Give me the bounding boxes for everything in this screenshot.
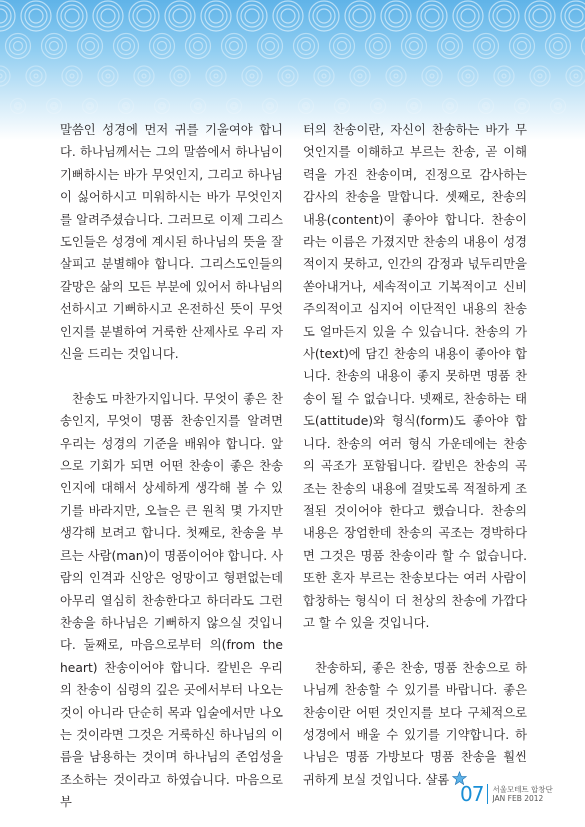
bubble-ring	[354, 70, 366, 82]
bubble-ring	[70, 74, 74, 78]
org-name: 서울모테트 합창단	[492, 785, 553, 794]
bubble-ring	[482, 42, 491, 51]
bubble-ring	[122, 42, 131, 51]
bubble-ring	[550, 38, 567, 55]
bubble-ring	[520, 104, 524, 108]
bubble-ring	[425, 9, 439, 23]
bubble-ring	[556, 104, 560, 108]
bubble-ring	[386, 66, 406, 86]
bubble-ring	[25, 5, 47, 27]
bubble-ring	[565, 5, 585, 27]
bubble-ring	[50, 42, 59, 51]
bubble-ring	[245, 9, 259, 23]
bubble-ring	[0, 74, 2, 78]
publication-info	[492, 785, 552, 803]
bubble-ring	[242, 66, 262, 86]
bubble-ring	[281, 9, 295, 23]
bubble-ring	[340, 104, 344, 108]
bubble-ring	[134, 66, 154, 86]
bubble-ring	[66, 70, 78, 82]
bubble-ring	[412, 104, 416, 108]
bubble-ring	[106, 74, 110, 78]
bubble-ring	[374, 42, 383, 51]
bubble-ring	[448, 104, 452, 108]
bubble-ring	[86, 42, 95, 51]
bubble-ring	[534, 70, 546, 82]
bubble-ring	[142, 74, 146, 78]
page-number: 07	[460, 782, 484, 806]
bubble-ring	[214, 74, 218, 78]
bubble-ring	[338, 42, 347, 51]
bubble-ring	[286, 74, 290, 78]
page-footer	[460, 782, 553, 806]
bubble-ring	[533, 9, 547, 23]
bubble-ring	[263, 99, 278, 114]
bubble-ring	[196, 104, 200, 108]
bubble-ring	[358, 74, 362, 78]
bubble-ring	[191, 99, 206, 114]
bubble-ring	[83, 99, 98, 114]
bubble-ring	[334, 38, 351, 55]
bubble-ring	[484, 104, 488, 108]
bubble-ring	[174, 70, 186, 82]
bubble-ring	[241, 5, 263, 27]
bubble-ring	[462, 70, 474, 82]
bubble-ring	[370, 38, 387, 55]
bubble-ring	[61, 5, 83, 27]
bubble-ring	[210, 70, 222, 82]
bubble-ring	[30, 70, 42, 82]
bubble-ring	[582, 34, 585, 59]
bubble-ring	[278, 66, 298, 86]
bubble-ring	[102, 70, 114, 82]
bubble-ring	[554, 42, 563, 51]
bubble-ring	[493, 5, 515, 27]
bubble-ring	[322, 74, 326, 78]
bubble-ring	[298, 38, 315, 55]
bubble-ring	[173, 9, 187, 23]
bubble-ring	[227, 99, 242, 114]
bubble-ring	[118, 38, 135, 55]
bubble-ring	[11, 99, 26, 114]
bubble-ring	[407, 99, 422, 114]
bubble-ring	[479, 99, 494, 114]
bubble-ring	[124, 104, 128, 108]
bubble-ring	[266, 42, 275, 51]
bubble-ring	[26, 66, 46, 86]
bubble-ring	[101, 9, 115, 23]
bubble-ring	[421, 5, 443, 27]
bubble-ring	[426, 70, 438, 82]
bubble-ring	[194, 42, 203, 51]
bubble-ring	[158, 42, 167, 51]
bubble-ring	[205, 5, 227, 27]
bubble-ring	[502, 74, 506, 78]
bubble-ring	[46, 38, 63, 55]
bubble-ring	[14, 42, 23, 51]
bubble-ring	[394, 74, 398, 78]
bubble-ring	[10, 38, 27, 55]
bubble-ring	[65, 9, 79, 23]
bubble-ring	[62, 66, 82, 86]
bubble-ring	[29, 9, 43, 23]
article-column-right	[303, 119, 527, 791]
paragraph	[303, 657, 527, 791]
bubble-ring	[304, 104, 308, 108]
bubble-ring	[34, 74, 38, 78]
bubble-ring	[133, 5, 155, 27]
issue-date: JAN FEB 2012	[492, 794, 544, 803]
bubble-ring	[569, 9, 583, 23]
bubble-ring	[406, 38, 423, 55]
bubble-ring	[178, 74, 182, 78]
bubble-ring	[430, 74, 434, 78]
bubble-ring	[154, 38, 171, 55]
bubble-ring	[349, 5, 371, 27]
bubble-ring	[530, 66, 550, 86]
bubble-ring	[389, 9, 403, 23]
bubble-ring	[422, 66, 442, 86]
bubble-ring	[52, 104, 56, 108]
bubble-ring	[246, 70, 258, 82]
bubble-ring	[138, 70, 150, 82]
bubble-ring	[497, 9, 511, 23]
bubble-ring	[299, 99, 314, 114]
bubble-ring	[443, 99, 458, 114]
bubble-ring	[442, 38, 459, 55]
bubble-ring	[230, 42, 239, 51]
bubble-ring	[137, 9, 151, 23]
bubble-ring	[313, 5, 335, 27]
paragraph: 터의 찬송이란, 자신이 찬송하는 바가 무엇인지를 이해하고 부르는 찬송, 곧 이해력을 가진 찬송이며, 진정으로 감사하는 감사의 찬송을 말합니다. 셋째로, 찬송의 내용(content)이 좋아야 합니다. 찬송이라는 이름은 가졌지만 찬송의 내용이 성경적이지 못하고, 인간의 감정과 넋두리만을 쏟아내거나, 세속적이고 기복적이고 신비주의적이고 심지어 이단적인 내용의 찬송도 얼마든지 있을 수 있습니다. 찬송의 가사(text)에 담긴 찬송의 내용이 좋아야 합니다. 찬송의 내용이 좋지 못하면 명품 찬송이 될 수 없습니다. 넷째로, 찬송하는 태도(attitude)와 형식(form)도 좋아야 합니다. 찬송의 여러 형식 가운데에는 찬송의 곡조가 포함됩니다. 칼빈은 찬송의 곡조는 찬송의 내용에 걸맞도록 적절하게 조절된 것이어야 한다고 했습니다. 찬송의 내용은 장엄한데 찬송의 곡조는 경박하다면 그것은 명품 찬송이라 할 수 없습니다. 또한 혼자 부르는 찬송보다는 여러 사람이 합창하는 형식이 더 천상의 찬송에 가깝다고 할 수 있을 것입니다.	[303, 123, 527, 630]
bubble-ring	[155, 99, 170, 114]
bubble-ring	[206, 66, 226, 86]
bubble-ring	[371, 99, 386, 114]
bubble-ring	[498, 70, 510, 82]
bubble-ring	[494, 66, 514, 86]
bubble-ring	[551, 99, 566, 114]
bubble-ring	[461, 9, 475, 23]
bubble-ring	[570, 70, 582, 82]
bubble-ring	[514, 38, 531, 55]
bubble-ring	[250, 74, 254, 78]
bubble-ring	[478, 38, 495, 55]
bubble-ring	[410, 42, 419, 51]
bubble-ring	[169, 5, 191, 27]
bubble-ring	[232, 104, 236, 108]
bubble-ring	[268, 104, 272, 108]
bubble-ring	[262, 38, 279, 55]
paragraph-text: 찬송하되, 좋은 찬송, 명품 찬송으로 하나님께 찬송할 수 있기를 바랍니다. 좋은 찬송이란 어떤 것인지를 보다 구체적으로 성경에서 배울 수 있기를 기약합니다. 하나님은 명품 가방보다 명품 찬송을 훨씬 귀하게 보실 것입니다. 샬롬	[303, 660, 527, 787]
bubble-ring	[98, 66, 118, 86]
bubble-ring	[47, 99, 62, 114]
bubble-ring	[209, 9, 223, 23]
bubble-ring	[88, 104, 92, 108]
bubble-ring	[282, 70, 294, 82]
bubble-ring	[529, 5, 551, 27]
footer-divider	[487, 784, 488, 804]
bubble-ring	[446, 42, 455, 51]
bubble-ring	[119, 99, 134, 114]
article-column-left	[60, 119, 283, 814]
bubble-ring	[0, 5, 11, 27]
bubble-ring	[170, 66, 190, 86]
bubble-ring	[466, 74, 470, 78]
bubble-ring	[538, 74, 542, 78]
bubble-ring	[314, 66, 334, 86]
bubble-ring	[350, 66, 370, 86]
bubble-ring	[574, 74, 578, 78]
bubble-ring	[16, 104, 20, 108]
bubble-ring	[226, 38, 243, 55]
bubble-ring	[302, 42, 311, 51]
bubble-ring	[353, 9, 367, 23]
bubble-ring	[317, 9, 331, 23]
bubble-ring	[385, 5, 407, 27]
bubble-ring	[190, 38, 207, 55]
bubble-ring	[0, 9, 7, 23]
bubble-ring	[277, 5, 299, 27]
paragraph: 찬송도 마찬가지입니다. 무엇이 좋은 찬송인지, 무엇이 명품 찬송인지를 알려면 우리는 성경의 기준을 배워야 합니다. 앞으로 기회가 되면 어떤 찬송이 좋은 찬송인지에 대해서 상세하게 생각해 볼 수 있기를 바라지만, 오늘은 큰 원칙 몇 가지만 생각해 보려고 합니다. 첫째로, 찬송을 부르는 사람(man)이 명품이어야 합니다. 사람의 인격과 신앙은 엉망이고 형편없는데 아무리 열심히 찬송한다고 하더라도 그런 찬송을 하나님은 기뻐하지 않으실 것입니다. 둘째로, 마음으로부터 의(from the heart) 찬송이어야 합니다. 칼빈은 우리의 찬송이 심령의 깊은 곳에서부터 나오는 것이 아니라 단순히 목과 입술에서만 나오는 것이라면 그것은 거룩하신 하나님의 이름을 남용하는 것이며 하나님의 존엄성을 조소하는 것이라고 하였습니다. 마음으로부	[60, 391, 283, 810]
bubble-ring	[0, 70, 6, 82]
paragraph: 말씀인 성경에 먼저 귀를 기울여야 합니다. 하나님께서는 그의 말씀에서 하나님이 기뻐하시는 바가 무엇인지, 그리고 하나님이 싫어하시고 미워하시는 바가 무엇인지를 알려주셨습니다. 그러므로 이제 그리스도인들은 성경에 계시된 하나님의 뜻을 잘 살피고 분별해야 합니다. 그리스도인들의 갈망은 삶의 모든 부분에 있어서 하나님의 선하시고 기뻐하시고 온전하신 뜻이 무엇인지를 분별하여 거룩한 산제사로 우리 자신을 드리는 것입니다.	[60, 123, 283, 362]
bubble-ring	[458, 66, 478, 86]
bubble-ring	[318, 70, 330, 82]
bubble-ring	[335, 99, 350, 114]
bubble-ring	[376, 104, 380, 108]
bubble-ring	[82, 38, 99, 55]
bubble-ring	[518, 42, 527, 51]
bubble-ring	[457, 5, 479, 27]
bubble-ring	[160, 104, 164, 108]
bubble-ring	[515, 99, 530, 114]
bubble-ring	[97, 5, 119, 27]
bubble-ring	[390, 70, 402, 82]
